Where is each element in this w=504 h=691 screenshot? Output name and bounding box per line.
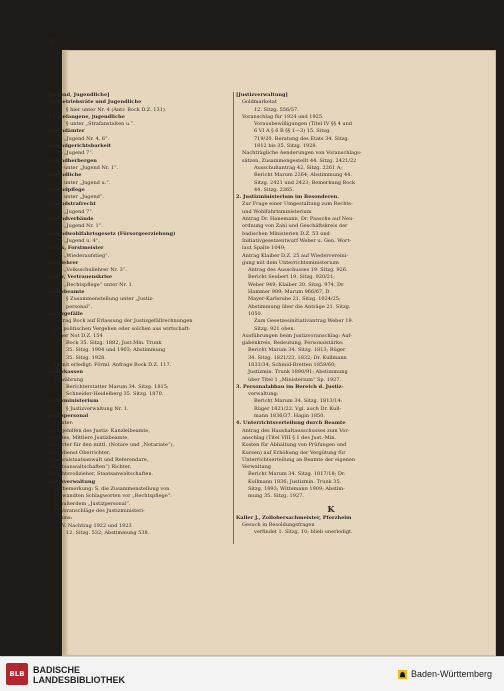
blb-title-line1: BADISCHE xyxy=(33,665,81,675)
right-column-line: [Justizverwaltung] xyxy=(236,92,288,98)
right-column-line: 719/20. Beratung des Etats 34. Sitzg. xyxy=(254,135,350,142)
left-column-line: Junglehrer xyxy=(48,259,79,266)
left-column-line: § unter „Jugend u.“. xyxy=(60,179,111,186)
left-column-line: § „Jugend Nr. 1“. xyxy=(60,223,103,230)
right-column-line: Antrag des Ausschusses 19. Sitzg. 926. xyxy=(248,267,348,274)
left-column-line: Schneider-Heidelberg 35. Sitzg. 1870. xyxy=(66,391,164,398)
left-column-line: dienstes, Mittlere Justizbeamte, xyxy=(48,434,129,441)
left-column-line: Amtsgehilfen des Justiz- Kanzleibeamte, xyxy=(48,427,150,434)
left-column-line: Justizgefälle xyxy=(48,310,83,317)
left-column-line: 11. Gefangene, jugendliche xyxy=(48,113,125,120)
right-column-line: Bericht Marum 34. Sitzg. 1817/18; Dr. xyxy=(248,471,346,478)
right-column-line: Unterrichtserteilung an Beamte der eigenen xyxy=(242,456,356,463)
left-column-line: Justizministerium xyxy=(48,398,99,405)
left-column-line: Anwärter für den mittl. (Notare und „Notariate“), xyxy=(48,442,175,449)
left-column-line: Vorbemerkung: S. die Zusammenstellung von xyxy=(54,486,170,493)
left-column-line: § „Rechtspflege“ unter Nr. 1. xyxy=(60,281,134,288)
right-column-line: verwaltung: xyxy=(248,391,279,398)
left-column-line: 10. Betriebsräte und Jugendliche xyxy=(48,99,142,106)
left-column-line: bei politischen Vergehen oder solchen aus wirtschaft- xyxy=(54,325,191,332)
left-column-line: § „Volksschullehrer Nr. 3“. xyxy=(60,267,127,274)
right-column-line: Ausführungen beim Justizvoranschlag: Auf- xyxy=(242,332,352,339)
left-column-line: Jugendliche xyxy=(48,172,82,179)
blb-title-line2: LANDESBIBLIOTHEK xyxy=(33,675,125,685)
right-column-line: Ausschußantrag 42. Sitzg. 2261 A; xyxy=(254,164,343,171)
right-column-line: Bericht Marum 2264; Abstimmung 44. xyxy=(254,172,352,179)
left-column-line: § „Jugend 7“. xyxy=(60,208,94,215)
left-column-line: Justizpersonal xyxy=(48,413,89,420)
right-column-line: Verwaltung xyxy=(242,464,272,471)
left-column-line: Gerichtsvollzieher, Staatsanwaltschaften. xyxy=(48,471,154,478)
right-column-line: Rüger 1821/22. Vgl. auch Dr. Kull- xyxy=(254,405,342,412)
blb-title[interactable] xyxy=(33,665,125,685)
left-column-line: Jugendverbände xyxy=(48,216,94,223)
left-column-line: Jugendherbergen xyxy=(48,157,97,164)
left-column-line: § „Wiederaufstieg“. xyxy=(60,252,110,259)
left-column-line: 35. Sitzg. 1928. xyxy=(66,354,106,361)
left-column-line: § unter „Jugend“. xyxy=(60,194,105,201)
left-column-line: Junak, Forstmeister xyxy=(48,245,104,252)
right-column-line: Antrag Klaiber D.Z. 25 auf Wiedervereini- xyxy=(242,252,349,259)
right-column-line: badischen Ministerien D.Z. 53 und xyxy=(242,230,330,237)
left-column-line: ums: xyxy=(60,515,73,522)
left-column-line: § hier unter Nr. 4 (Antr. Bock D.Z. 131). xyxy=(66,106,167,113)
right-column-line: Zur Frage einer Umgestaltung zum Rechts- xyxy=(242,201,353,208)
left-column-line: Damit erledigt: Förml. Anfrage Bock D.Z. 117. xyxy=(54,361,172,368)
right-column-line: Abstimmung über die Anträge 21. Sitzg. xyxy=(248,303,351,310)
left-column-line: § unter „Jugend Nr. 1“. xyxy=(60,164,119,171)
right-column-line: 34. Sitzg. 1821/23, 1832; Dr. Kullmann xyxy=(248,354,347,361)
left-column-line: § Justizverwaltung Nr. 1. xyxy=(66,405,129,412)
right-column-line: Kosten für Abhaltung von Prüfungen und xyxy=(242,442,347,449)
right-column-line: Bericht Seubert 19. Sitzg. 920/21; xyxy=(248,274,335,281)
right-column-line: 1812 bis 35. Sitzg. 1928. xyxy=(254,143,318,150)
right-column-line: Weber 949; Klaiber 20. Sitzg. 974, Dr. xyxy=(248,281,345,288)
right-column-line: Mayer-Karlsruhe 21. Sitzg. 1024/25; xyxy=(248,296,341,303)
right-column xyxy=(236,92,426,537)
right-column-line: 6 VI A § 6 B §§ 1—3) 15. Sitzg. xyxy=(254,128,331,135)
right-column-line: Voranschlag für 1924 und 1925. xyxy=(242,113,324,120)
right-column-line: Sitzg. 2421 und 2423; Bemerkung Bock xyxy=(254,179,356,186)
left-column-line: personal“. xyxy=(66,303,93,310)
right-column-line: Goldmarketat xyxy=(242,99,277,106)
right-column-line: laut Spalte 1049; xyxy=(242,245,286,252)
bw-title[interactable]: Baden-Württemberg xyxy=(411,669,493,679)
left-column-line: licher Not D.Z. 154 xyxy=(54,332,103,339)
right-column-line: Vorausbewilligungen (Titel IV §§ 4 und xyxy=(254,121,352,128)
left-column-line: Jugendpflege xyxy=(48,186,85,193)
left-column-line: Bock 35. Sitzg. 1882; Just.Min. Trunk xyxy=(66,340,162,347)
right-column-line: Sitzg. 921 oben. xyxy=(254,325,296,332)
left-column-line: Jugendwohlfahrtsgesetz (Fürsorgeerziehung) xyxy=(48,230,176,237)
left-column-line: Justizbeamte xyxy=(48,289,85,296)
right-column-line: 12. Sitzg. 556/57. xyxy=(254,106,299,113)
right-column-line: 3. Personalabbau im Bereich d. Justiz- xyxy=(236,383,344,390)
right-column-line: mung 35. Sitzg. 1927. xyxy=(248,493,304,500)
left-column-line: Justizdienst Oberrichter, xyxy=(48,449,111,456)
right-column-line: Initiativgesetzentwurf Weber u. Gen. Wort- xyxy=(242,237,352,244)
left-column-line: Berichterstatter Marum 34. Sitzg. 1815; xyxy=(66,383,169,390)
footer-bar xyxy=(0,656,504,691)
right-column-line: über Titel 1 „Ministerium“ Sp. 1927. xyxy=(248,376,342,383)
right-column-line: verfindet 1. Sitzg. 10; blieb unerledigt. xyxy=(254,529,353,536)
left-column-line: S. außerdem „Justizpersonal“. xyxy=(54,500,131,507)
left-column-line: Jugendgerichtsbarkeit xyxy=(48,143,112,150)
left-column-line: Justizkassen xyxy=(48,369,84,376)
right-column-line: 4. Unterrichtsverteilung durch Beamte xyxy=(236,420,346,427)
left-column-line: 35. Sitzg. 1904 und 1903; Abstimmung xyxy=(66,347,166,354)
left-column-line: Jugendämter xyxy=(48,128,85,135)
right-column-line: und Wohlfahrtsministerium xyxy=(242,208,312,215)
left-column-line: § „Jugend Nr. 4, 6“. xyxy=(60,135,110,142)
right-column-line: Sitzg. 1893; Wittemann 1909; Abstim- xyxy=(248,486,345,493)
left-column-line: Bewährung xyxy=(54,376,84,383)
right-column-line: mann 1836/37, Hagin 1850. xyxy=(254,413,325,420)
left-column xyxy=(48,92,233,537)
left-column-line: IV. Nachtrag 1922 und 1923 xyxy=(60,522,132,529)
left-column-line: „Staatsanwaltschaften“) Richter, xyxy=(48,464,132,471)
right-column-line: Antrag des Haushaltausschusses zum Vor- xyxy=(242,427,350,434)
left-column-line: Antrag Bock auf Erlassung der Justizgefällrechnungen xyxy=(54,318,193,325)
left-column-line: § Zusammenstellung unter „Justiz- xyxy=(66,296,154,303)
right-column-line: Kaller J., Zollobersachmeister, Pforzheim xyxy=(236,514,352,521)
blb-logo[interactable]: BLB xyxy=(6,663,28,685)
right-column-line: gabenkreis, Bedeutung, Personalstärke: xyxy=(242,340,344,347)
left-column-line: 1. Voranschläge des Justizministeri- xyxy=(54,507,145,514)
bw-lion-icon xyxy=(398,670,407,679)
left-column-line: (Generalstaatsanwalt und Referendare, xyxy=(48,456,149,463)
left-column-line: 12. Sitzg. 532; Abstimmung 538. xyxy=(66,529,150,536)
right-column-line: gung mit dem Unterrichtsministerium xyxy=(242,259,339,266)
left-column-line: [Jugend, Jugendliche] xyxy=(48,92,110,98)
right-column-line: Nachträgliche Aenderungen von Voranschlags- xyxy=(242,150,362,157)
page-number: 78 xyxy=(46,38,55,46)
left-column-line: § „Jugend u. 4“. xyxy=(60,237,100,244)
left-column-line: Justizverwaltung xyxy=(48,478,96,485)
right-column-line: 1050. xyxy=(248,310,263,317)
right-column-line: Justizmin. Trunk 1890/91; Abstimmung xyxy=(248,369,348,376)
right-column-line: Bericht Marum 34. Sitzg. 1813/14: xyxy=(254,398,343,405)
right-column-line: Gesuch in Besoldungsfragen xyxy=(242,521,315,528)
right-column-line: 1833/34; Schmid-Bretten 1859/60; xyxy=(248,361,336,368)
left-column-line: § unter: xyxy=(54,420,74,427)
left-column-line: Justiz, Vertrauenskrise xyxy=(48,274,113,281)
right-column-line: Kullmann 1836; Justizmin. Trunk 35. xyxy=(248,478,342,485)
left-column-line: § „Jugend 7“. xyxy=(60,150,94,157)
left-column-line: § unter „Strafanstalten u.“. xyxy=(66,121,135,128)
right-column-line: Kursen) auf Erhöhung der Vergütung für xyxy=(242,449,346,456)
right-column-line: K xyxy=(327,503,335,514)
right-column-line: Bericht Marum 34. Sitzg. 1813; Rüger xyxy=(248,347,346,354)
right-column-line: anschlag (Titel VIII § 1 des Just.-Min. xyxy=(242,434,337,441)
left-column-line: Jugendstrafrecht xyxy=(48,201,96,208)
right-column-line: sätzen, Zusammengestellt 44. Sitzg. 2421/22 xyxy=(242,157,357,164)
right-column-line: 2. Justizministerium im Besonderen. xyxy=(236,194,340,201)
right-column-line: Antrag Dr. Hanemann, Dr. Paasche auf Neu- xyxy=(242,216,355,223)
column-divider xyxy=(233,92,234,544)
right-column-line: Zum Gesetzesinitiativantrag Weber 19. xyxy=(254,318,354,325)
right-column-line: ordnung von Zahl und Geschäftskreis der xyxy=(242,223,348,230)
right-column-line: 44. Sitzg. 2365. xyxy=(254,186,294,193)
left-column-line: verwandten Schlagworten vor „Rechtspflege“. xyxy=(54,493,172,500)
right-column-line: Hammer 989; Marum 966/67, D. xyxy=(248,289,331,296)
